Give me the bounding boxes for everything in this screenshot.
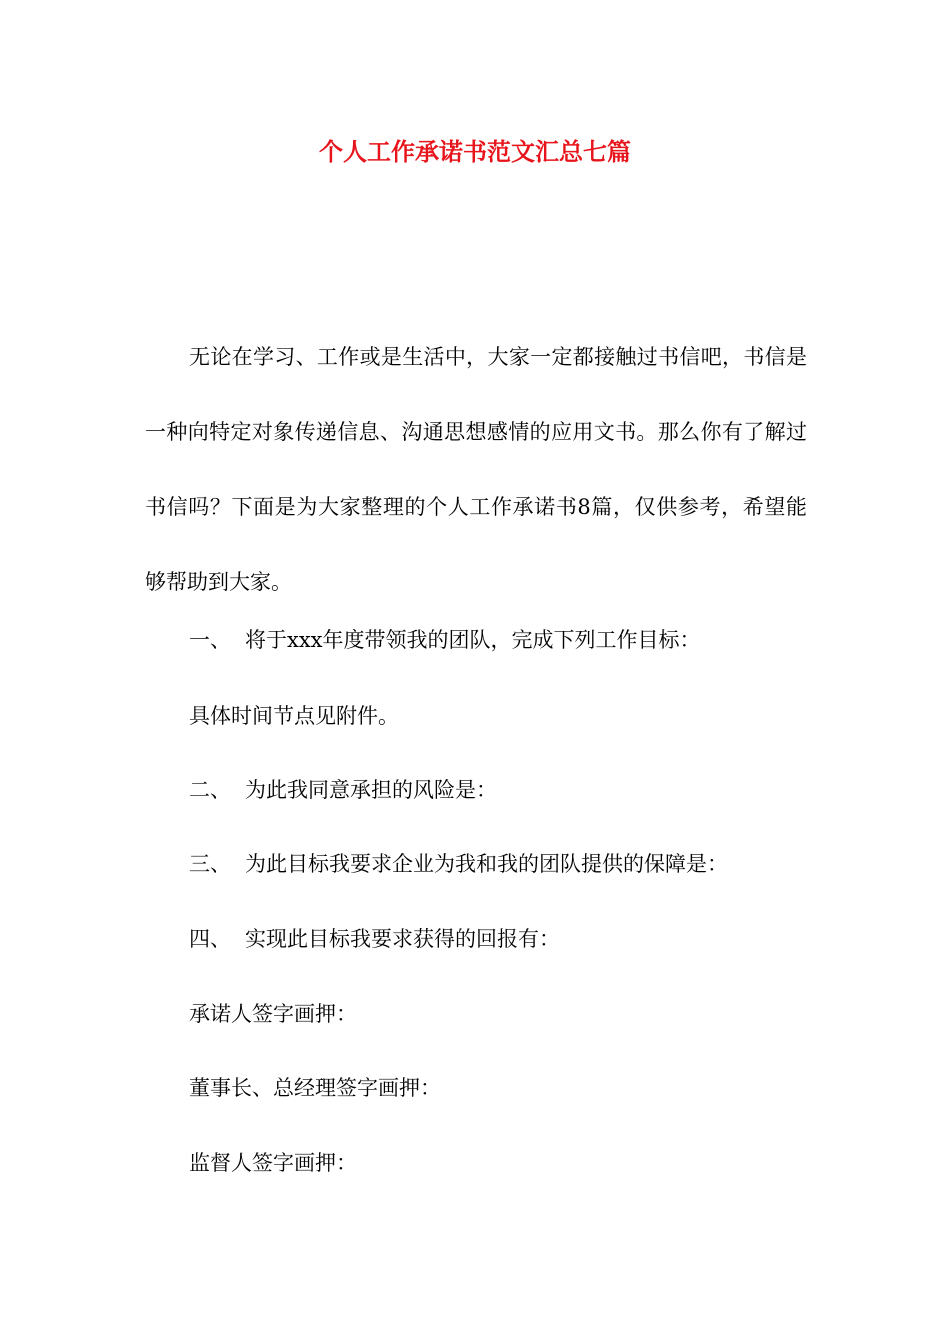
item-text: 为此我同意承担的风险是： [245,778,497,802]
signature-supervisor [189,1143,357,1183]
signature-promisor [189,994,357,1034]
item-number: 三、 [189,852,231,876]
item-number: 一、 [189,628,231,652]
intro-paragraph: 无论在学习、工作或是生活中，大家一定都接触过书信吧，书信是一种向特定对象传递信息、沟通思想感情的应用文书。那么你有了解过书信吗？下面是为大家整理的个人工作承诺书8篇，仅供参考，希望能够帮助到大家。 [145,345,807,594]
item-number: 二、 [189,778,231,802]
item-3 [189,844,728,884]
signature-chairman [189,1068,441,1108]
item-text: 为此目标我要求企业为我和我的团队提供的保障是： [245,852,728,876]
item-attachment-note [189,696,399,736]
item-text: 监督人签字画押： [189,1151,357,1175]
item-4 [189,919,560,959]
item-1 [189,620,701,660]
item-text: 董事长、总经理签字画押： [189,1076,441,1100]
item-text: 具体时间节点见附件。 [189,704,399,728]
item-text: 承诺人签字画押： [189,1002,357,1026]
item-text: 实现此目标我要求获得的回报有： [245,927,560,951]
item-text: 将于xxx年度带领我的团队，完成下列工作目标： [245,628,701,652]
item-2 [189,770,497,810]
item-number: 四、 [189,927,231,951]
document-title: 个人工作承诺书范文汇总七篇 [319,137,631,166]
